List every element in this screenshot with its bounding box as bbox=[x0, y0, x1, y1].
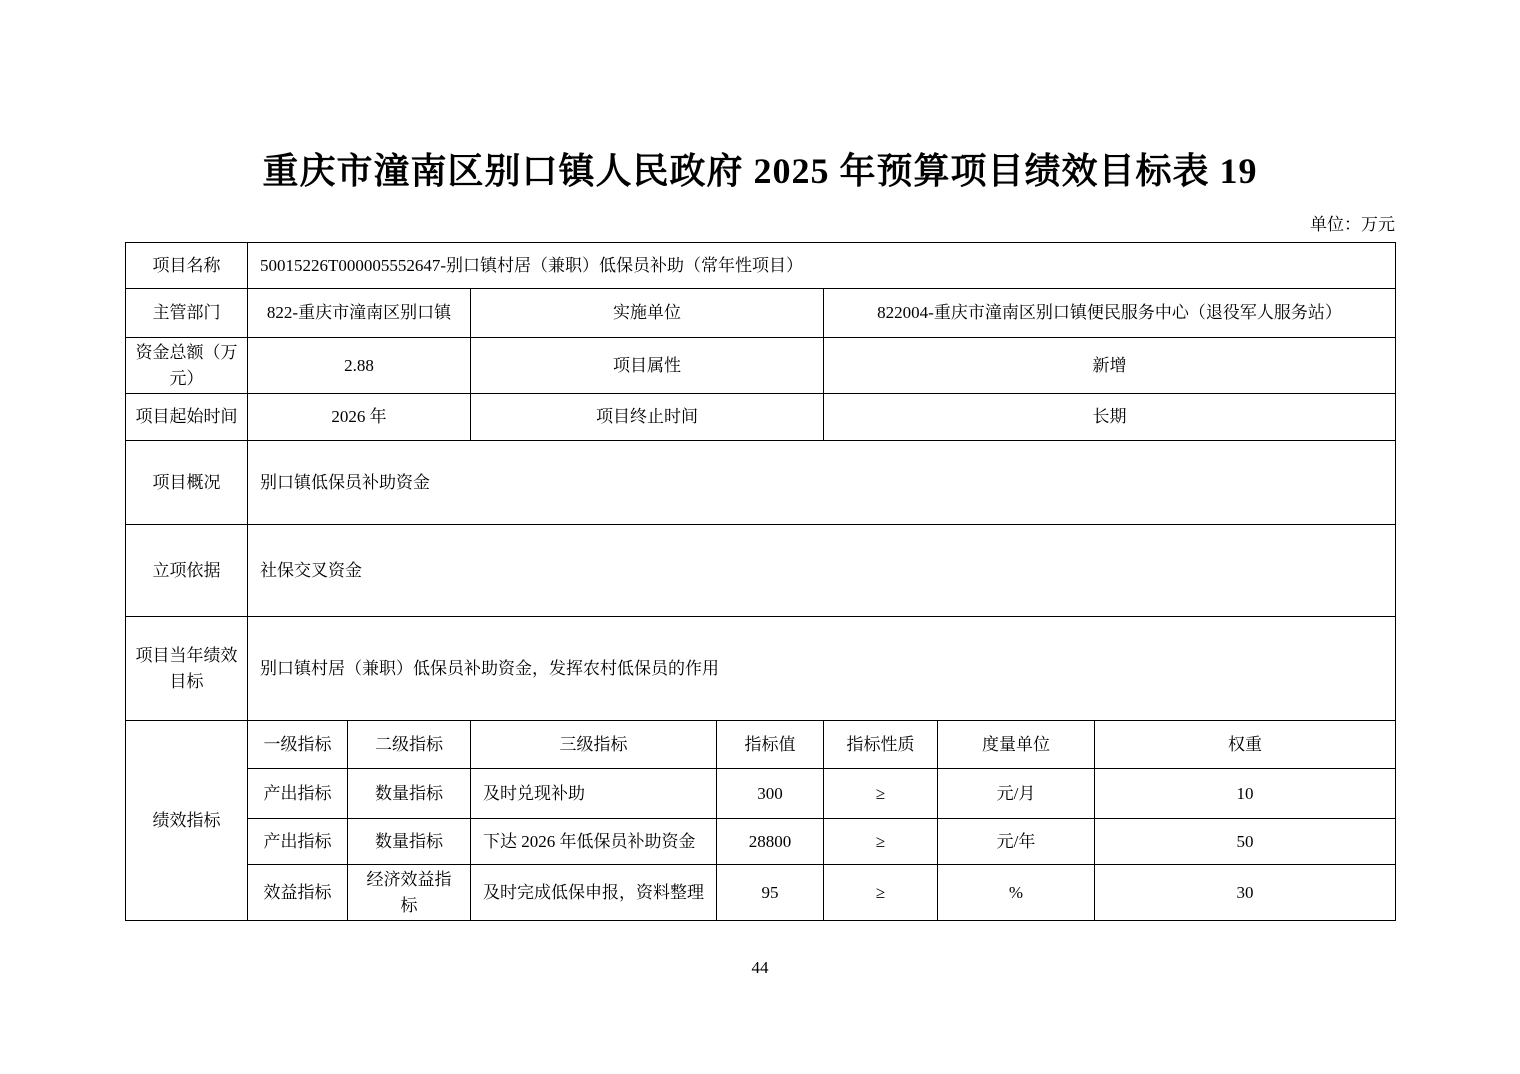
indicator-weight: 30 bbox=[1095, 865, 1396, 921]
indicator-level3: 及时完成低保申报，资料整理 bbox=[471, 865, 717, 921]
indicator-nature: ≥ bbox=[824, 769, 938, 819]
indicator-level1: 产出指标 bbox=[248, 819, 348, 865]
table-row bbox=[126, 289, 1396, 338]
indicator-header-nature: 指标性质 bbox=[824, 721, 938, 769]
indicator-weight: 50 bbox=[1095, 819, 1396, 865]
indicator-value: 300 bbox=[717, 769, 824, 819]
table-row bbox=[126, 441, 1396, 525]
department-label: 主管部门 bbox=[126, 289, 248, 338]
indicator-unit: % bbox=[938, 865, 1095, 921]
indicator-level1: 产出指标 bbox=[248, 769, 348, 819]
indicator-header-row bbox=[126, 721, 1396, 769]
indicator-header-level3: 三级指标 bbox=[471, 721, 717, 769]
implementing-unit-label: 实施单位 bbox=[471, 289, 824, 338]
total-funds-label: 资金总额（万元） bbox=[126, 338, 248, 394]
start-time-label: 项目起始时间 bbox=[126, 394, 248, 441]
end-time-value: 长期 bbox=[824, 394, 1396, 441]
indicator-value: 95 bbox=[717, 865, 824, 921]
indicator-level3: 下达 2026 年低保员补助资金 bbox=[471, 819, 717, 865]
basis-value: 社保交叉资金 bbox=[248, 525, 1396, 617]
project-name-label: 项目名称 bbox=[126, 243, 248, 289]
indicator-value: 28800 bbox=[717, 819, 824, 865]
indicator-nature: ≥ bbox=[824, 819, 938, 865]
indicator-header-unit: 度量单位 bbox=[938, 721, 1095, 769]
table-row bbox=[126, 617, 1396, 721]
table-row bbox=[126, 243, 1396, 289]
overview-label: 项目概况 bbox=[126, 441, 248, 525]
indicator-level2: 经济效益指标 bbox=[348, 865, 471, 921]
annual-target-value: 别口镇村居（兼职）低保员补助资金，发挥农村低保员的作用 bbox=[248, 617, 1396, 721]
project-attribute-value: 新增 bbox=[824, 338, 1396, 394]
indicator-weight: 10 bbox=[1095, 769, 1396, 819]
indicator-header-level1: 一级指标 bbox=[248, 721, 348, 769]
department-value: 822-重庆市潼南区别口镇 bbox=[248, 289, 471, 338]
table-row bbox=[126, 525, 1396, 617]
page-title: 重庆市潼南区别口镇人民政府 2025 年预算项目绩效目标表 19 bbox=[262, 151, 1258, 191]
end-time-label: 项目终止时间 bbox=[471, 394, 824, 441]
indicator-unit: 元/月 bbox=[938, 769, 1095, 819]
basis-label: 立项依据 bbox=[126, 525, 248, 617]
indicator-unit: 元/年 bbox=[938, 819, 1095, 865]
annual-target-label: 项目当年绩效目标 bbox=[126, 617, 248, 721]
project-attribute-label: 项目属性 bbox=[471, 338, 824, 394]
indicator-level3: 及时兑现补助 bbox=[471, 769, 717, 819]
indicator-level2: 数量指标 bbox=[348, 819, 471, 865]
page-number: 44 bbox=[751, 958, 769, 977]
project-name-value: 50015226T000005552647-别口镇村居（兼职）低保员补助（常年性项目） bbox=[248, 243, 1396, 289]
indicator-header-level2: 二级指标 bbox=[348, 721, 471, 769]
overview-value: 别口镇低保员补助资金 bbox=[248, 441, 1396, 525]
indicator-header-weight: 权重 bbox=[1095, 721, 1396, 769]
indicator-row bbox=[126, 865, 1396, 921]
unit-note: 单位：万元 bbox=[1310, 215, 1395, 234]
total-funds-value: 2.88 bbox=[248, 338, 471, 394]
implementing-unit-value: 822004-重庆市潼南区别口镇便民服务中心（退役军人服务站） bbox=[824, 289, 1396, 338]
indicator-header-value: 指标值 bbox=[717, 721, 824, 769]
indicator-level1: 效益指标 bbox=[248, 865, 348, 921]
budget-performance-table bbox=[125, 242, 1396, 921]
indicators-label: 绩效指标 bbox=[126, 721, 248, 921]
indicator-level2: 数量指标 bbox=[348, 769, 471, 819]
table-row bbox=[126, 394, 1396, 441]
table-row bbox=[126, 338, 1396, 394]
indicator-nature: ≥ bbox=[824, 865, 938, 921]
indicator-row bbox=[126, 819, 1396, 865]
start-time-value: 2026 年 bbox=[248, 394, 471, 441]
indicator-row bbox=[126, 769, 1396, 819]
